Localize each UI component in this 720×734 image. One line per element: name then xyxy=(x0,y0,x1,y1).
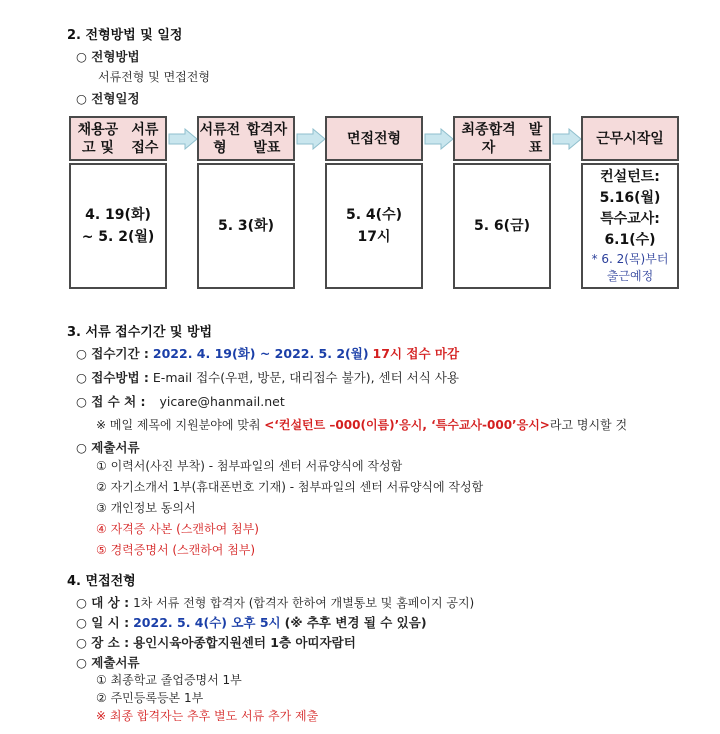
flow-step-heading-line: 발표 xyxy=(528,121,543,156)
flow-step-note: 출근예정 xyxy=(606,269,654,283)
flow-step-body xyxy=(581,163,679,289)
sec3-docs-heading: ○ 제출서류 xyxy=(76,440,140,455)
flow-step-heading-line: 최종합격자 xyxy=(461,121,516,156)
sec3-doc-item: ④ 자격증 사본 (스캔하여 첨부) xyxy=(96,522,259,536)
flow-step-body-line: 6.1(수) xyxy=(604,232,656,248)
final-note: ※ 최종 합격자는 추후 별도 서류 추가 제출 xyxy=(96,709,319,723)
flow-step-body xyxy=(453,163,551,289)
flow-step-heading xyxy=(581,116,679,161)
apply-method-value: E-mail 접수(우편, 방문, 대리접수 불가), 센터 서식 사용 xyxy=(152,370,459,385)
flow-step-body-line: ~ 5. 2(월) xyxy=(81,229,155,245)
dest-email[interactable]: yicare@hanmail.net xyxy=(159,394,285,409)
method-heading: ○ 전형방법 xyxy=(76,49,140,64)
flow-step-body-line: 4. 19(화) xyxy=(85,207,151,223)
flow-step-heading xyxy=(453,116,551,161)
date-value: 2022. 5. 4(수) 오후 5시 xyxy=(133,615,281,630)
apply-method-label: ○ 접수방법 : xyxy=(76,370,149,385)
mail-note-post: 라고 명시할 것 xyxy=(549,418,628,432)
sec3-doc-item: ① 이력서(사진 부착) - 첨부파일의 센터 서류양식에 작성함 xyxy=(96,459,403,473)
dest-label: ○ 접 수 처 : xyxy=(76,394,146,409)
flow-step-body-line: 5. 6(금) xyxy=(474,218,530,234)
sec4-docs-heading: ○ 제출서류 xyxy=(76,655,140,670)
flow-step-body-line: 17시 xyxy=(357,229,391,245)
flow-arrow-icon xyxy=(552,128,582,150)
sec3-doc-item: ③ 개인정보 동의서 xyxy=(96,501,196,515)
period-label: ○ 접수기간 : xyxy=(76,346,149,361)
flow-step-heading-line: 서류전형 xyxy=(199,121,241,156)
mail-note-red: <‘컨설턴트 –000(이름)’응시, ‘특수교사-000’응시> xyxy=(264,418,550,432)
section-2-title: 2. 전형방법 및 일정 xyxy=(67,28,183,43)
flow-step-heading-line: 면접전형 xyxy=(346,130,402,147)
dest-row xyxy=(76,392,285,410)
flow-step-heading-line: 채용공고 및 xyxy=(77,121,119,156)
flow-step-heading-line: 서류접수 xyxy=(131,121,159,156)
flow-step-body xyxy=(325,163,423,289)
place-row xyxy=(76,633,356,651)
flow-step-body-line: 5. 4(수) xyxy=(346,207,402,223)
flow-arrow-icon xyxy=(424,128,454,150)
target-row xyxy=(76,593,474,611)
mail-note-pre: ※ 메일 제목에 지원분야에 맞춰 xyxy=(96,418,261,432)
sec4-doc-item: ② 주민등록등본 1부 xyxy=(96,691,204,705)
date-label: ○ 일 시 : xyxy=(76,615,130,630)
target-value: 1차 서류 전형 합격자 (합격자 한하여 개별통보 및 홈페이지 공지) xyxy=(133,596,475,610)
flow-step-body-line: 특수교사: xyxy=(600,211,660,227)
flow-step-note: * 6. 2(목)부터 xyxy=(591,252,669,266)
place-label: ○ 장 소 : xyxy=(76,635,130,650)
period-deadline: 17시 접수 마감 xyxy=(372,346,460,361)
flow-step-body xyxy=(69,163,167,289)
flow-step-body-line: 컨설턴트: xyxy=(600,169,660,185)
date-note: (※ 추후 변경 될 수 있음) xyxy=(284,615,427,630)
sec4-doc-item: ① 최종학교 졸업증명서 1부 xyxy=(96,673,242,687)
flow-arrow-icon xyxy=(168,128,198,150)
flow-step-body-line: 5.16(월) xyxy=(599,190,661,206)
flow-step-heading-line: 합격자발표 xyxy=(246,121,288,156)
schedule-heading: ○ 전형일정 xyxy=(76,91,140,106)
flow-arrow-icon xyxy=(296,128,326,150)
section-3-title: 3. 서류 접수기간 및 방법 xyxy=(67,325,213,340)
mail-note xyxy=(96,416,627,433)
date-row xyxy=(76,613,427,631)
flow-step-heading xyxy=(197,116,295,161)
place-value: 용인시육아종합지원센터 1층 아띠자람터 xyxy=(133,635,356,650)
flow-step-body-line: 5. 3(화) xyxy=(218,218,274,234)
flow-step-heading xyxy=(69,116,167,161)
period-value: 2022. 4. 19(화) ~ 2022. 5. 2(월) xyxy=(152,346,369,361)
sec3-doc-item: ⑤ 경력증명서 (스캔하여 첨부) xyxy=(96,543,256,557)
target-label: ○ 대 상 : xyxy=(76,595,130,610)
sec3-doc-item: ② 자기소개서 1부(휴대폰번호 기재) - 첨부파일의 센터 서류양식에 작성함 xyxy=(96,480,484,494)
flow-step-body xyxy=(197,163,295,289)
period-row xyxy=(76,344,459,362)
method-text: 서류전형 및 면접전형 xyxy=(98,70,210,84)
section-4-title: 4. 면접전형 xyxy=(67,574,136,589)
flow-step-heading-line: 근무시작일 xyxy=(596,130,664,147)
method-row xyxy=(76,368,459,386)
flow-step-heading xyxy=(325,116,423,161)
